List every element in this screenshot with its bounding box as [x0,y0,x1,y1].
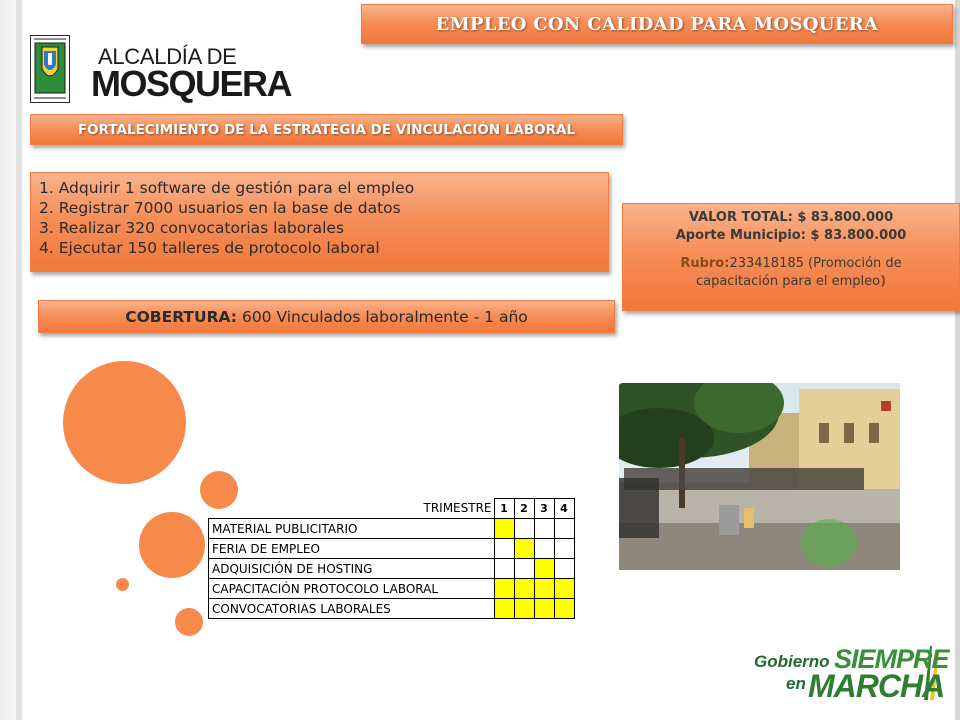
quarter-header-cell: 4 [554,499,574,519]
coverage-text [125,308,528,326]
coverage-box [38,300,615,333]
main-title-banner [361,4,953,44]
budget-box [622,203,960,311]
quarter-cell [514,519,534,539]
table-row [209,579,575,599]
quarter-cell [514,559,534,579]
quarter-cell [534,559,554,579]
quarter-cell [494,579,514,599]
table-row [209,539,575,559]
rubro-value-2: capacitación para el empleo [695,274,881,289]
quarter-cell [534,519,554,539]
subtitle-banner [30,114,623,145]
activity-label: FERIA DE EMPLEO [209,539,495,559]
brand-en: en [786,674,806,693]
table-row [209,559,575,579]
quarter-cell [514,539,534,559]
quarter-cell [534,599,554,619]
decor-circle-small [116,578,129,591]
slide-right-border [955,0,960,720]
quarter-cell [534,539,554,559]
rubro-line-2 [623,273,959,291]
quarter-cell [514,599,534,619]
gobierno-siempre-en-marcha-logo [742,640,949,704]
schedule-table [208,498,575,619]
quarter-cell [554,519,574,539]
job-fair-queue-photo [619,383,900,570]
alcaldia-logo [26,31,292,107]
quarter-cell [514,579,534,599]
brand-gobierno: Gobierno [754,652,830,671]
rubro-line [623,255,959,273]
coverage-value: 600 Vinculados laboralmente - 1 año [241,308,528,326]
goal-item: 4. Ejecutar 150 talleres de protocolo laboral [39,239,380,257]
activity-label: CONVOCATORIAS LABORALES [209,599,495,619]
table-row [209,519,575,539]
mosquera-seal-icon [30,35,70,103]
quarter-header-cell: 1 [494,499,514,519]
quarter-cell [554,579,574,599]
municipio-contribution: Aporte Municipio: $ 83.800.000 [675,228,907,243]
logo-line-mosquera: MOSQUERA [91,63,292,104]
page-title: EMPLEO CON CALIDAD PARA MOSQUERA [435,14,879,35]
decor-circle-small-2 [175,608,203,636]
rubro-close: ) [880,274,887,289]
quarter-cell [554,599,574,619]
quarter-cell [534,579,554,599]
quarter-cell [494,519,514,539]
goals-box [30,172,609,272]
goal-item: 2. Registrar 7000 usuarios en la base de datos [39,199,401,217]
quarter-cell [494,559,514,579]
activity-label: ADQUISICIÓN DE HOSTING [209,559,495,579]
logo-line-alcaldia: ALCALDÍA DE [98,44,237,69]
activity-label: CAPACITACIÓN PROTOCOLO LABORAL [209,579,495,599]
decor-circle-large [63,361,186,484]
brand-siempre: SIEMPRE [834,644,949,674]
brand-marcha: MARCHA [808,668,945,704]
quarter-cell [494,599,514,619]
slide-left-border [0,0,22,720]
coverage-label: COBERTURA: [125,308,238,326]
quarter-header-cell: 3 [534,499,554,519]
goal-item: 3. Realizar 320 convocatorias laborales [39,219,345,237]
quarter-cell [554,559,574,579]
schedule-header-row [209,499,575,519]
quarter-cell [494,539,514,559]
rubro-value: 233418185 (Promoción de [729,256,902,271]
quarter-header-cell: 2 [514,499,534,519]
strategy-subtitle: FORTALECIMIENTO DE LA ESTRATEGIA DE VINCULACIÓN LABORAL [77,122,576,138]
quarter-header-label: TRIMESTRE [423,501,492,516]
table-row [209,599,575,619]
rubro-label: Rubro: [680,256,730,271]
goal-item: 1. Adquirir 1 software de gestión para el empleo [39,179,415,197]
decor-circle-medium-2 [139,512,205,578]
quarter-cell [554,539,574,559]
total-value: VALOR TOTAL: $ 83.800.000 [688,210,894,225]
activity-label: MATERIAL PUBLICITARIO [209,519,495,539]
